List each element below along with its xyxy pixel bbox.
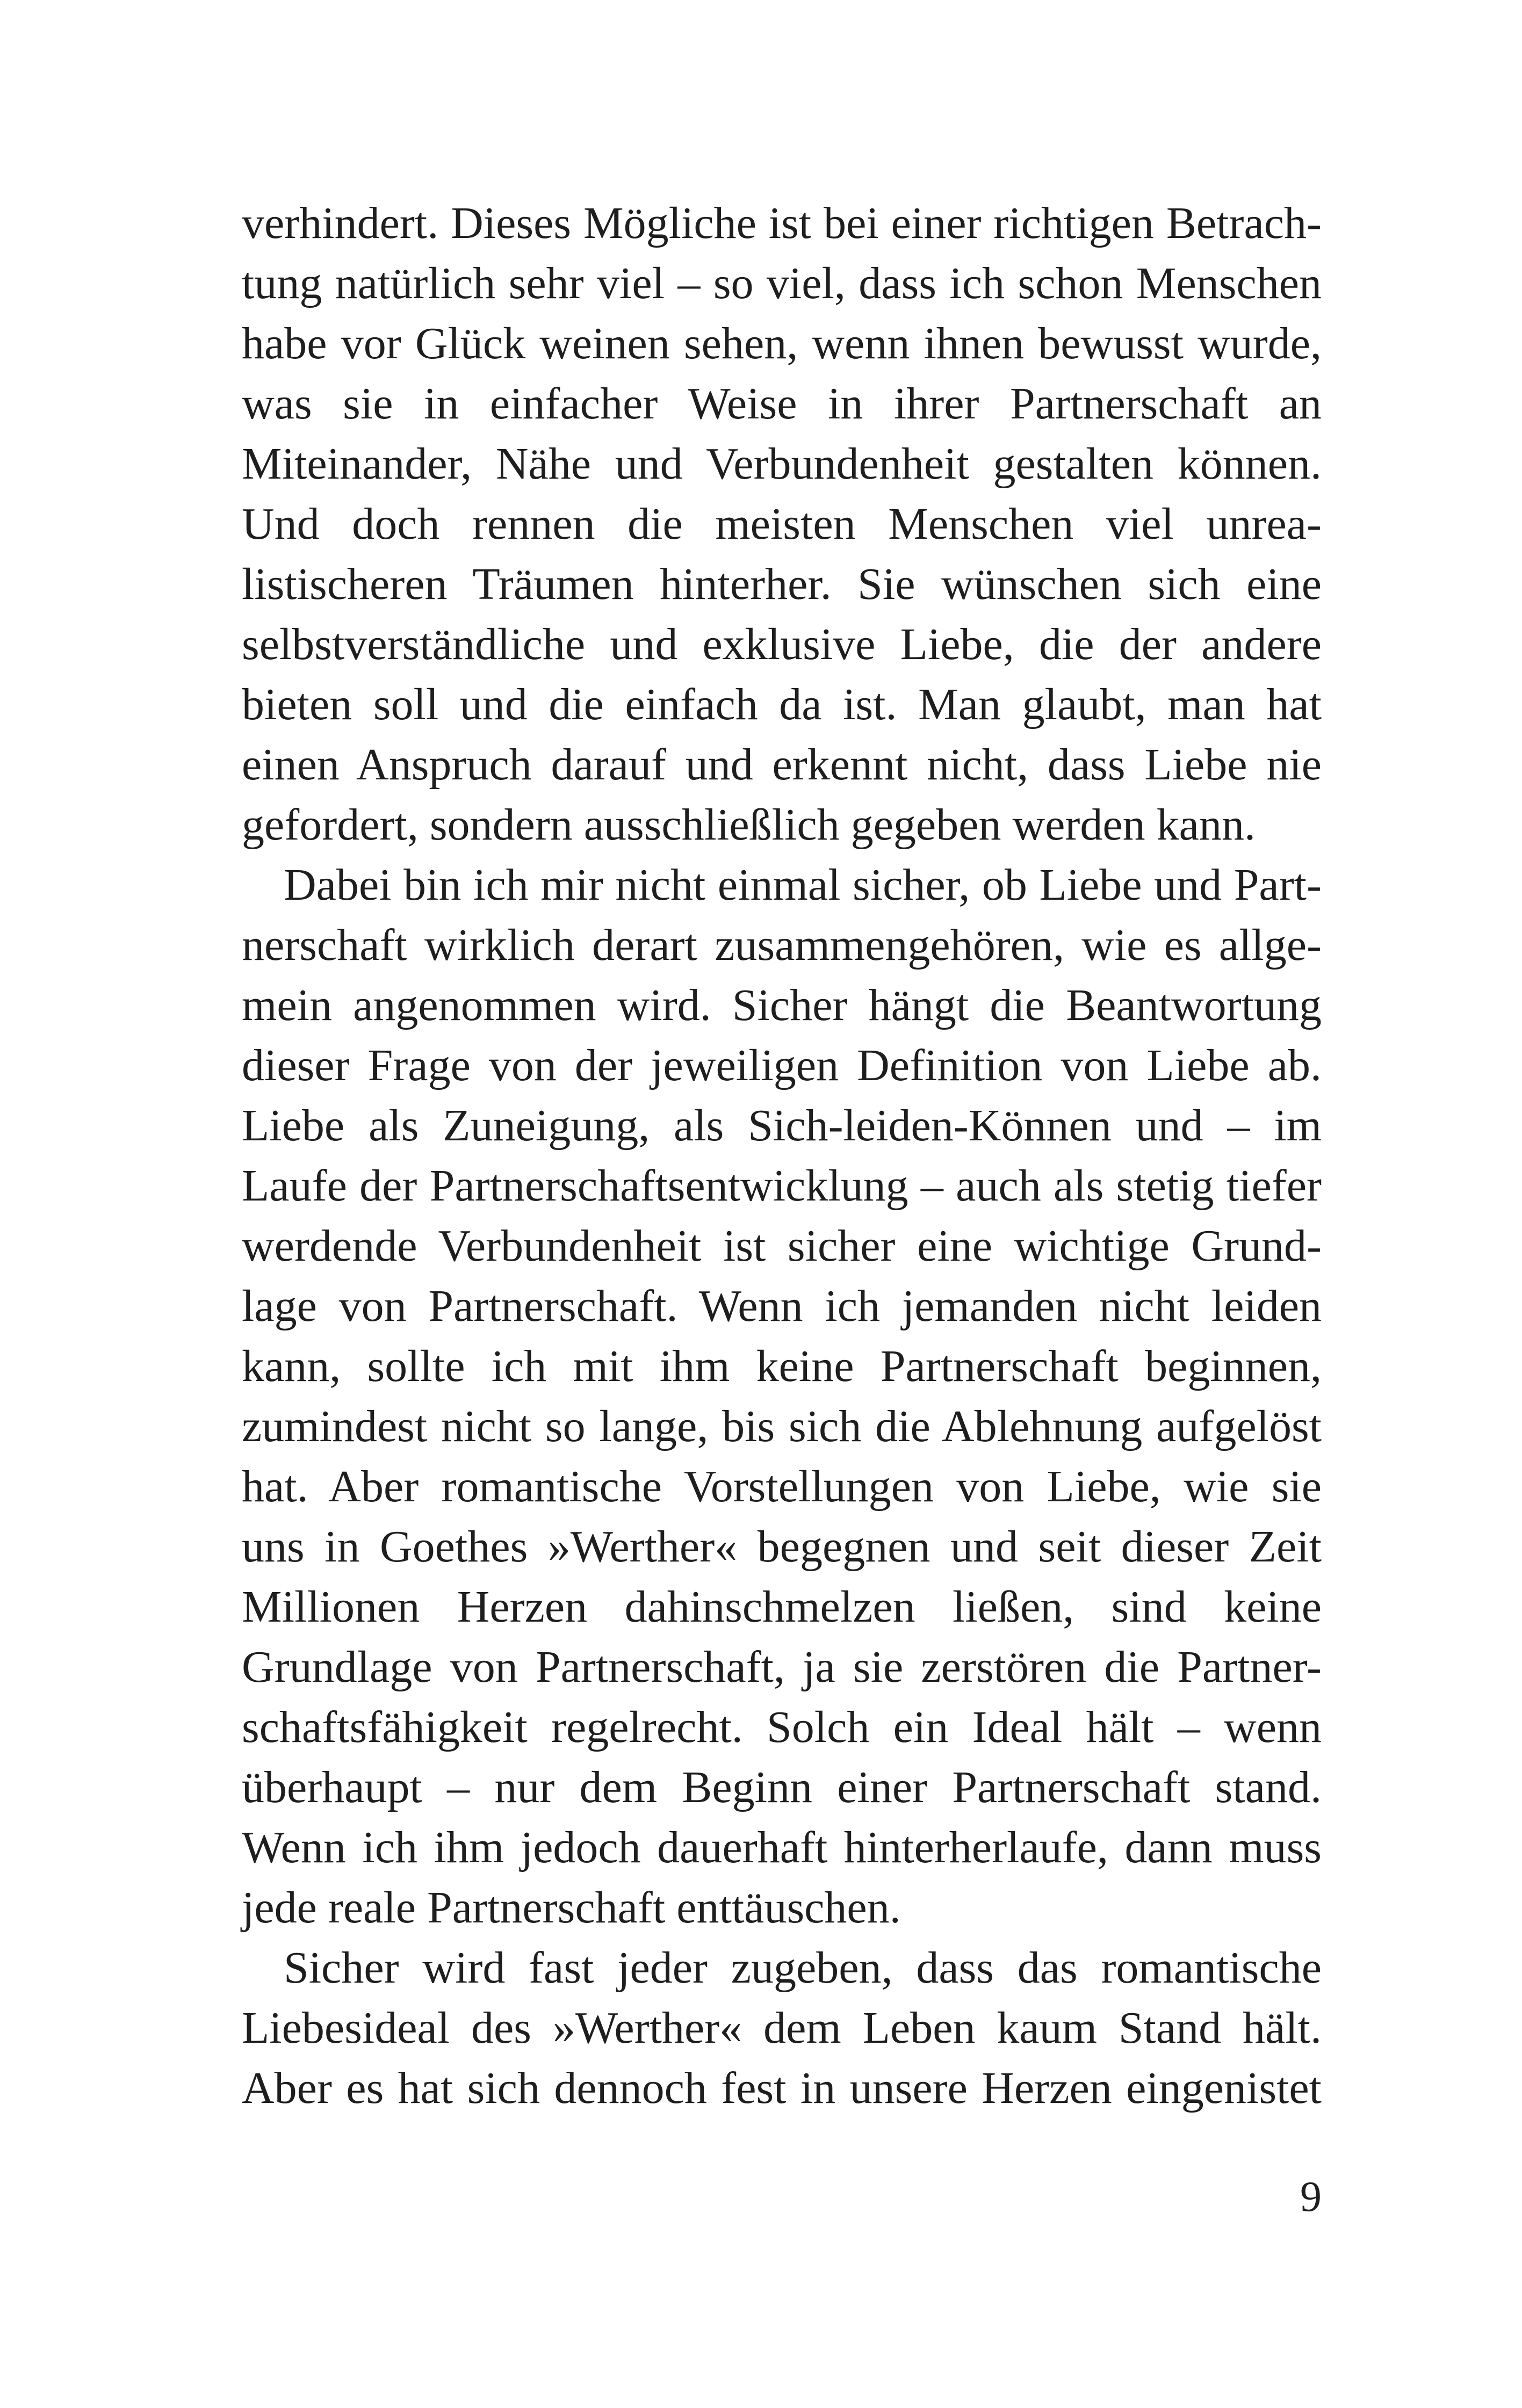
text-line: Und doch rennen die meisten Menschen viel unrea- xyxy=(242,499,1322,549)
body-text xyxy=(242,193,1322,2118)
text-line: Liebe als Zuneigung, als Sich-leiden-Können und – im xyxy=(242,1101,1322,1151)
text-line: tung natürlich sehr viel – so viel, dass ich schon Menschen xyxy=(242,258,1322,308)
text-line: nerschaft wirklich derart zusammengehören, wie es allge- xyxy=(242,920,1322,970)
text-line: bieten soll und die einfach da ist. Man glaubt, man hat xyxy=(242,679,1322,729)
text-line: kann, sollte ich mit ihm keine Partnerschaft beginnen, xyxy=(242,1341,1322,1391)
text-line: einen Anspruch darauf und erkennt nicht, dass Liebe nie xyxy=(242,740,1322,790)
text-line: jede reale Partnerschaft enttäuschen. xyxy=(242,1883,901,1933)
page-number: 9 xyxy=(1300,2173,1322,2221)
paragraph-3 xyxy=(242,1938,1322,2118)
text-line: selbstverständliche und exklusive Liebe, die der andere xyxy=(242,619,1322,669)
text-line: Sicher wird fast jeder zugeben, dass das romantische xyxy=(284,1943,1322,1993)
paragraph-1 xyxy=(242,193,1322,855)
text-line: Millionen Herzen dahinschmelzen ließen, sind keine xyxy=(242,1582,1322,1632)
text-line: werdende Verbundenheit ist sicher eine wichtige Grund- xyxy=(242,1221,1322,1271)
text-line: Dabei bin ich mir nicht einmal sicher, ob Liebe und Part- xyxy=(284,860,1322,910)
text-line: dieser Frage von der jeweiligen Definition von Liebe ab. xyxy=(242,1040,1322,1090)
text-line: Miteinander, Nähe und Verbundenheit gestalten können. xyxy=(242,439,1322,489)
text-line: verhindert. Dieses Mögliche ist bei einer richtigen Betrach- xyxy=(242,198,1322,248)
text-line: überhaupt – nur dem Beginn einer Partnerschaft stand. xyxy=(242,1762,1322,1812)
text-line: Aber es hat sich dennoch fest in unsere Herzen eingenistet xyxy=(242,2063,1322,2113)
paragraph-2 xyxy=(242,855,1322,1938)
text-line: gefordert, sondern ausschließlich gegeben werden kann. xyxy=(242,800,1256,850)
text-line: schaftsfähigkeit regelrecht. Solch ein Ideal hält – wenn xyxy=(242,1702,1322,1752)
text-line: Liebesideal des »Werther« dem Leben kaum Stand hält. xyxy=(242,2003,1322,2053)
text-line: Wenn ich ihm jedoch dauerhaft hinterherlaufe, dann muss xyxy=(242,1823,1322,1872)
text-line: Laufe der Partnerschaftsentwicklung – auch als stetig tiefer xyxy=(242,1161,1322,1211)
text-line: zumindest nicht so lange, bis sich die Ablehnung aufgelöst xyxy=(242,1401,1322,1451)
text-line: listischeren Träumen hinterher. Sie wünschen sich eine xyxy=(242,559,1322,609)
text-line: uns in Goethes »Werther« begegnen und seit dieser Zeit xyxy=(242,1522,1322,1572)
text-line: hat. Aber romantische Vorstellungen von Liebe, wie sie xyxy=(242,1462,1322,1512)
text-line: was sie in einfacher Weise in ihrer Partnerschaft an xyxy=(242,379,1322,429)
text-line: Grundlage von Partnerschaft, ja sie zerstören die Partner- xyxy=(242,1642,1322,1692)
text-line: mein angenommen wird. Sicher hängt die Beantwortung xyxy=(242,980,1322,1030)
text-line: habe vor Glück weinen sehen, wenn ihnen bewusst wurde, xyxy=(242,319,1322,368)
text-line: lage von Partnerschaft. Wenn ich jemanden nicht leiden xyxy=(242,1281,1322,1331)
